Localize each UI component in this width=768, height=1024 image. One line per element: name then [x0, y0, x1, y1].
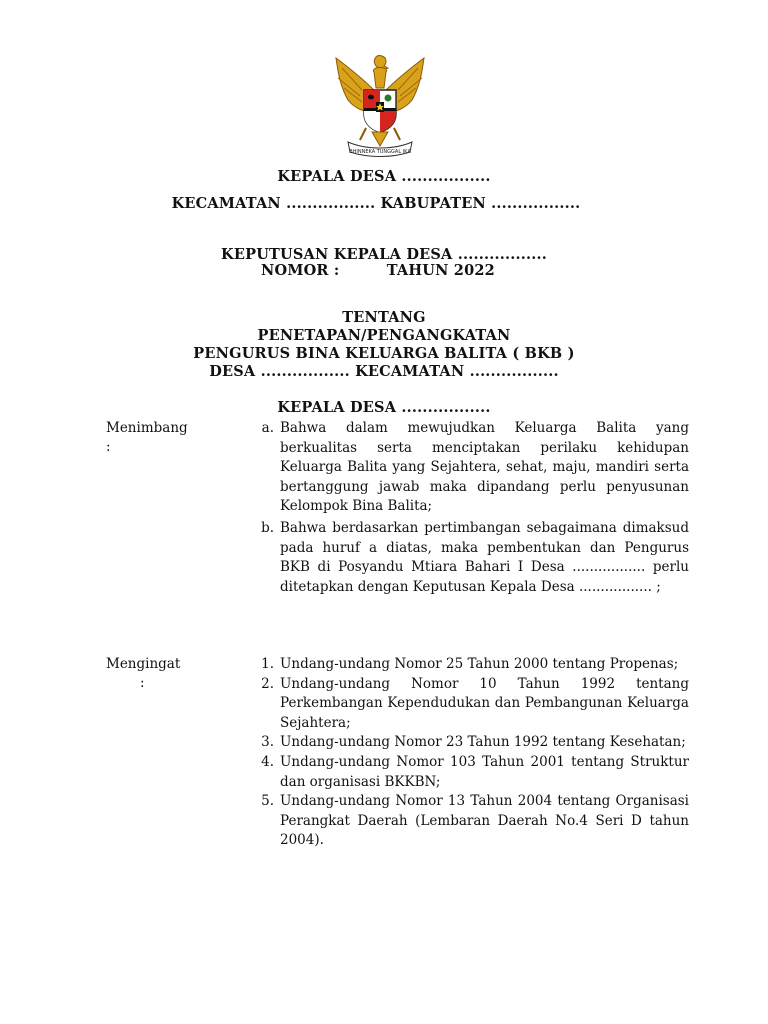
- garuda-emblem-icon: [326, 52, 434, 164]
- menimbang-colon: :: [106, 439, 111, 455]
- list-item-text: Undang-undang Nomor 13 Tahun 2004 tentang Organisasi Perangkat Daerah (Lembaran Daerah No.4 Seri D tahun 2004).: [280, 793, 689, 849]
- mengingat-list: [252, 655, 689, 851]
- list-marker: 3.: [261, 734, 274, 751]
- decree-number: NOMOR : TAHUN 2022: [261, 262, 495, 279]
- list-item-text: Undang-undang Nomor 103 Tahun 2001 tentang Struktur dan organisasi BKKBN;: [280, 753, 689, 790]
- decree-title: KEPUTUSAN KEPALA DESA .................: [221, 246, 547, 263]
- about-label: TENTANG: [342, 309, 426, 326]
- heading-village-head: KEPALA DESA .................: [277, 168, 491, 185]
- mengingat-label: Mengingat: [106, 656, 181, 672]
- menimbang-label: Menimbang: [106, 420, 188, 436]
- list-marker: 5.: [261, 793, 274, 810]
- heading-district-regency: KECAMATAN ................. KABUPATEN .................: [171, 195, 581, 212]
- menimbang-item-a: [252, 419, 689, 517]
- mengingat-colon: :: [140, 675, 145, 691]
- menimbang-list: [252, 419, 689, 599]
- list-item-text: Bahwa dalam mewujudkan Keluarga Balita yang berkualitas serta menciptakan perilaku kehidupan Keluarga Balita yang Sejahtera, sehat, maju, mandiri serta bertanggung jawab maka dipandang perlu penyusunan Kelompok Bina Balita;: [280, 420, 689, 515]
- subject-line-1: PENETAPAN/PENGANGKATAN: [257, 327, 511, 344]
- list-item-text: Undang-undang Nomor 25 Tahun 2000 tentang Propenas;: [280, 656, 679, 672]
- mengingat-item-3: [252, 733, 689, 753]
- mengingat-item-4: [252, 753, 689, 792]
- emblem-motto: BHINNEKA TUNGGAL IKA: [349, 149, 411, 155]
- list-item-text: Undang-undang Nomor 10 Tahun 1992 tentang Perkembangan Kependudukan dan Pembangunan Keluarga Sejahtera;: [280, 675, 689, 731]
- list-item-text: Bahwa berdasarkan pertimbangan sebagaimana dimaksud pada huruf a diatas, maka pembentukan dan Pengurus BKB di Posyandu Mtiara Bahari I Desa ................. perlu ditetapkan dengan Keputusan Kepala Desa ................. ;: [280, 519, 689, 595]
- subject-line-3: DESA ................. KECAMATAN .................: [209, 363, 559, 380]
- list-marker: 1.: [261, 656, 274, 672]
- subject-line-2: PENGURUS BINA KELUARGA BALITA ( BKB ): [193, 345, 575, 362]
- list-marker: a.: [261, 420, 274, 436]
- mengingat-item-1: [252, 655, 689, 675]
- list-marker: b.: [261, 519, 274, 536]
- list-marker: 4.: [261, 753, 274, 770]
- list-marker: 2.: [261, 675, 274, 692]
- menimbang-item-b: [252, 519, 689, 597]
- mengingat-item-5: [252, 792, 689, 851]
- list-item-text: Undang-undang Nomor 23 Tahun 1992 tentang Kesehatan;: [280, 734, 686, 751]
- mengingat-item-2: [252, 675, 689, 734]
- authority-heading: KEPALA DESA .................: [277, 399, 491, 416]
